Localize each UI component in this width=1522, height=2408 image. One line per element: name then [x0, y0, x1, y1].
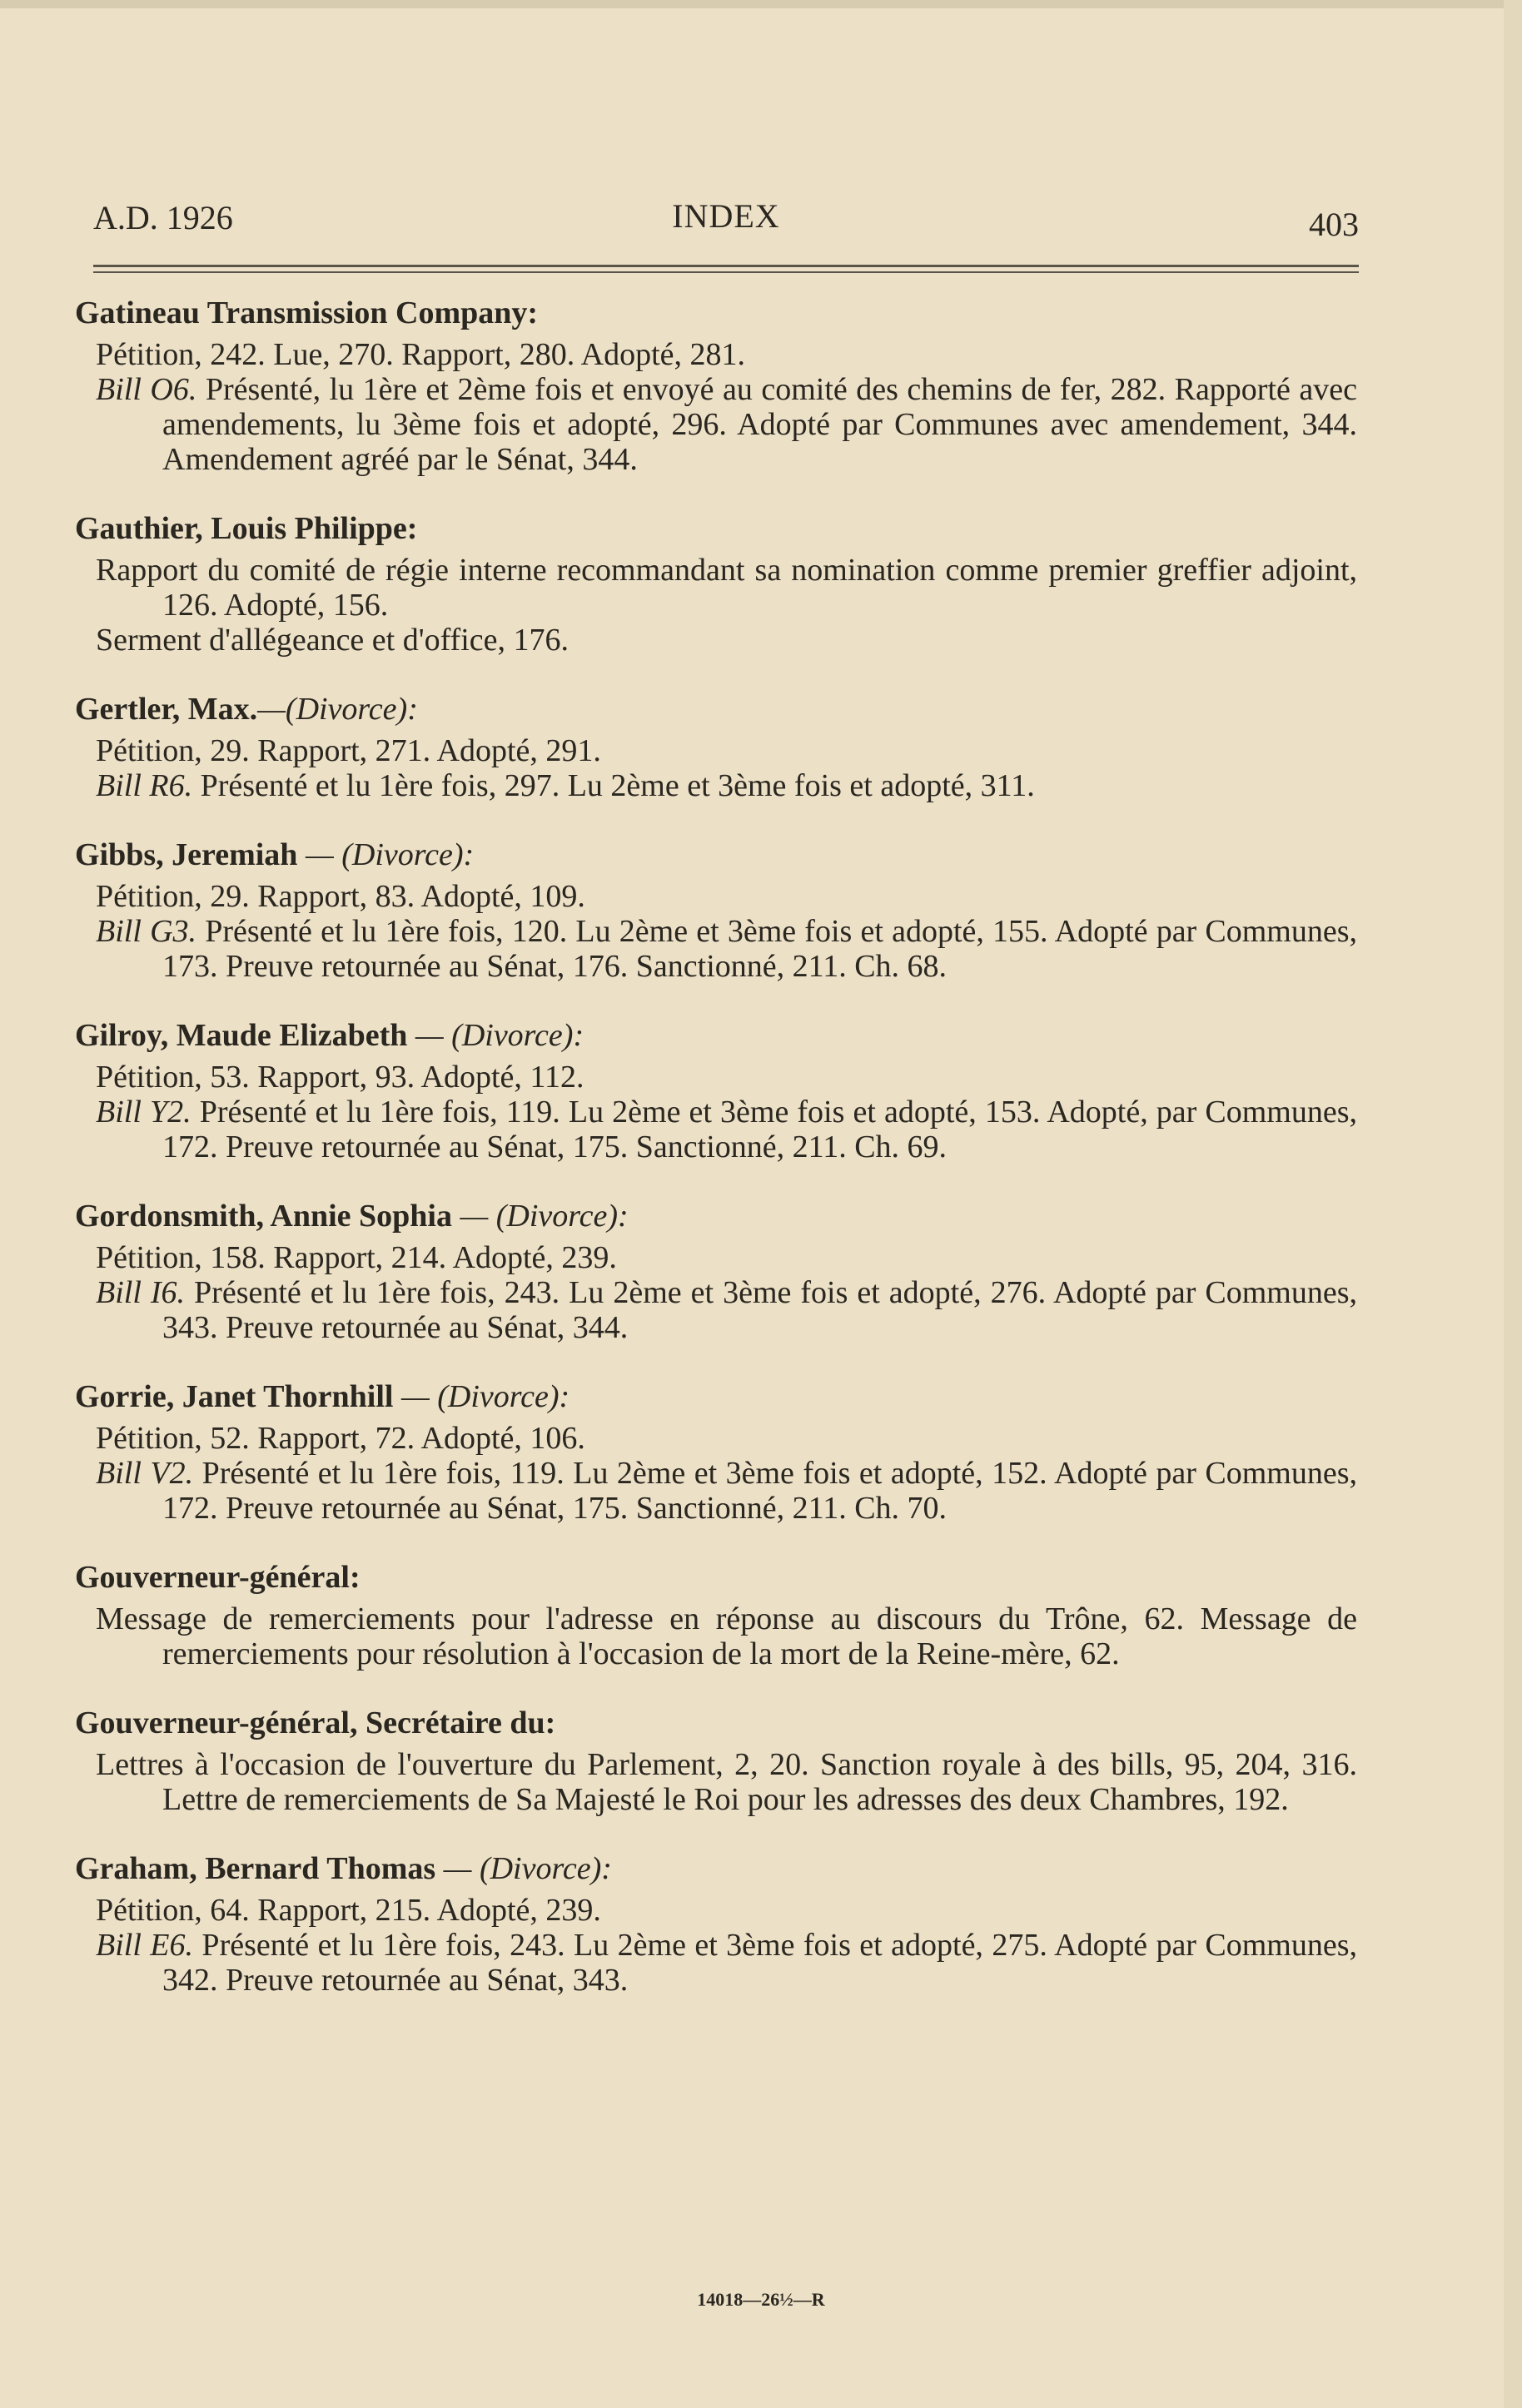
header-rule-top	[93, 265, 1359, 267]
entry-line-text: Pétition, 242. Lue, 270. Rapport, 280. Adopté, 281.	[96, 337, 746, 372]
index-entry	[75, 1199, 1357, 1345]
entry-qualifier: — (Divorce):	[451, 1199, 629, 1234]
page-header	[93, 193, 1359, 243]
entry-line-text: Pétition, 53. Rapport, 93. Adopté, 112.	[96, 1060, 584, 1095]
entry-name: Gilroy, Maude Elizabeth	[75, 1018, 408, 1053]
index-entry	[75, 1560, 1357, 1671]
entry-line	[75, 1747, 1357, 1817]
bill-number: Bill I6.	[96, 1275, 186, 1310]
bill-number: Bill R6.	[96, 768, 193, 803]
entry-line-text: Présenté, lu 1ère et 2ème fois et envoyé au comité des chemins de fer, 282. Rapporté avec amendements, lu 3ème fois et adopté, 296. Adopté par Communes avec amendement, 344. Amendement agréé par le Sénat, 344.	[162, 372, 1357, 477]
printer-mark: 14018—26½—R	[697, 2289, 825, 2310]
entry-heading	[75, 1199, 1357, 1234]
entry-line	[75, 1456, 1357, 1526]
entry-name: Gauthier, Louis Philippe:	[75, 511, 418, 546]
entry-heading	[75, 1379, 1357, 1414]
entry-line-text: Pétition, 29. Rapport, 83. Adopté, 109.	[96, 879, 585, 914]
entry-qualifier: — (Divorce):	[393, 1379, 570, 1414]
entry-heading	[75, 511, 1357, 546]
entry-line-text: Présenté et lu 1ère fois, 120. Lu 2ème et 3ème fois et adopté, 155. Adopté par Communes, 173. Preuve retournée au Sénat, 176. Sanctionné, 211. Ch. 68.	[162, 914, 1358, 984]
entry-line-text: Lettres à l'occasion de l'ouverture du Parlement, 2, 20. Sanction royale à des bills, 95, 204, 316. Lettre de remerciements de Sa Majesté le Roi pour les adresses des deux Chambres, 192.	[96, 1747, 1357, 1817]
entry-line	[75, 1095, 1357, 1164]
entry-line-text: Pétition, 64. Rapport, 215. Adopté, 239.	[96, 1893, 601, 1928]
bill-number: Bill O6.	[96, 372, 197, 407]
entry-line	[75, 733, 1357, 768]
entry-heading	[75, 692, 1357, 727]
entry-line	[75, 337, 1357, 372]
index-entry	[75, 511, 1357, 658]
entry-line	[75, 1928, 1357, 1998]
index-entry	[75, 1851, 1357, 1998]
entry-qualifier: — (Divorce):	[407, 1018, 584, 1053]
entry-line	[75, 768, 1357, 803]
entry-line	[75, 914, 1357, 984]
entry-heading	[75, 295, 1357, 330]
entry-line-text: Rapport du comité de régie interne recommandant sa nomination comme premier greffier adjoint, 126. Adopté, 156.	[96, 553, 1357, 623]
bill-number: Bill G3.	[96, 914, 197, 949]
entry-line-text: Présenté et lu 1ère fois, 119. Lu 2ème et 3ème fois et adopté, 153. Adopté, par Communes, 172. Preuve retournée au Sénat, 175. Sanctionné, 211. Ch. 69.	[162, 1095, 1357, 1164]
entry-line-text: Présenté et lu 1ère fois, 243. Lu 2ème et 3ème fois et adopté, 276. Adopté par Communes, 343. Preuve retournée au Sénat, 344.	[162, 1275, 1357, 1345]
index-entries	[75, 295, 1357, 2032]
entry-name: Graham, Bernard Thomas	[75, 1851, 436, 1886]
entry-heading	[75, 1560, 1357, 1595]
entry-line-text: Présenté et lu 1ère fois, 243. Lu 2ème et 3ème fois et adopté, 275. Adopté par Communes, 342. Preuve retournée au Sénat, 343.	[162, 1928, 1357, 1998]
header-title: INDEX	[672, 197, 780, 235]
entry-line	[75, 1060, 1357, 1095]
index-entry	[75, 692, 1357, 803]
entry-name: Gibbs, Jeremiah	[75, 837, 298, 872]
index-entry	[75, 1705, 1357, 1817]
entry-name: Gouverneur-général:	[75, 1560, 361, 1595]
entry-qualifier: —(Divorce):	[257, 692, 418, 727]
entry-name: Gertler, Max.	[75, 692, 258, 727]
index-entry	[75, 837, 1357, 984]
entry-line	[75, 1601, 1357, 1671]
entry-heading	[75, 1018, 1357, 1053]
page-number: 403	[1309, 206, 1359, 243]
index-entry	[75, 1379, 1357, 1526]
entry-name: Gordonsmith, Annie Sophia	[75, 1199, 452, 1234]
index-entry	[75, 295, 1357, 477]
entry-line	[75, 879, 1357, 914]
page-right-edge	[1504, 0, 1522, 2408]
entry-name: Gorrie, Janet Thornhill	[75, 1379, 394, 1414]
entry-line-text: Message de remerciements pour l'adresse en réponse au discours du Trône, 62. Message de remerciements pour résolution à l'occasion de la mort de la Reine-mère, 62.	[96, 1601, 1357, 1671]
entry-line-text: Présenté et lu 1ère fois, 297. Lu 2ème et 3ème fois et adopté, 311.	[192, 768, 1035, 803]
header-rule-bottom	[93, 271, 1359, 273]
header-year: A.D. 1926	[93, 199, 233, 236]
page-top-edge	[0, 0, 1522, 8]
entry-heading	[75, 837, 1357, 872]
entry-line	[75, 623, 1357, 658]
entry-line-text: Présenté et lu 1ère fois, 119. Lu 2ème et 3ème fois et adopté, 152. Adopté par Communes, 172. Preuve retournée au Sénat, 175. Sanctionné, 211. Ch. 70.	[162, 1456, 1357, 1526]
entry-line	[75, 372, 1357, 477]
entry-line	[75, 553, 1357, 623]
entry-name: Gouverneur-général, Secrétaire du:	[75, 1705, 556, 1740]
index-entry	[75, 1018, 1357, 1164]
entry-name: Gatineau Transmission Company:	[75, 295, 539, 330]
entry-line-text: Serment d'allégeance et d'office, 176.	[96, 623, 569, 658]
entry-line	[75, 1240, 1357, 1275]
entry-heading	[75, 1851, 1357, 1886]
entry-qualifier: — (Divorce):	[435, 1851, 612, 1886]
entry-heading	[75, 1705, 1357, 1740]
bill-number: Bill V2.	[96, 1456, 194, 1491]
entry-line	[75, 1893, 1357, 1928]
entry-qualifier: — (Divorce):	[297, 837, 475, 872]
entry-line-text: Pétition, 158. Rapport, 214. Adopté, 239.	[96, 1240, 617, 1275]
entry-line	[75, 1275, 1357, 1345]
entry-line-text: Pétition, 52. Rapport, 72. Adopté, 106.	[96, 1421, 585, 1456]
entry-line-text: Pétition, 29. Rapport, 271. Adopté, 291.	[96, 733, 601, 768]
bill-number: Bill E6.	[96, 1928, 194, 1963]
entry-line	[75, 1421, 1357, 1456]
bill-number: Bill Y2.	[96, 1095, 191, 1130]
